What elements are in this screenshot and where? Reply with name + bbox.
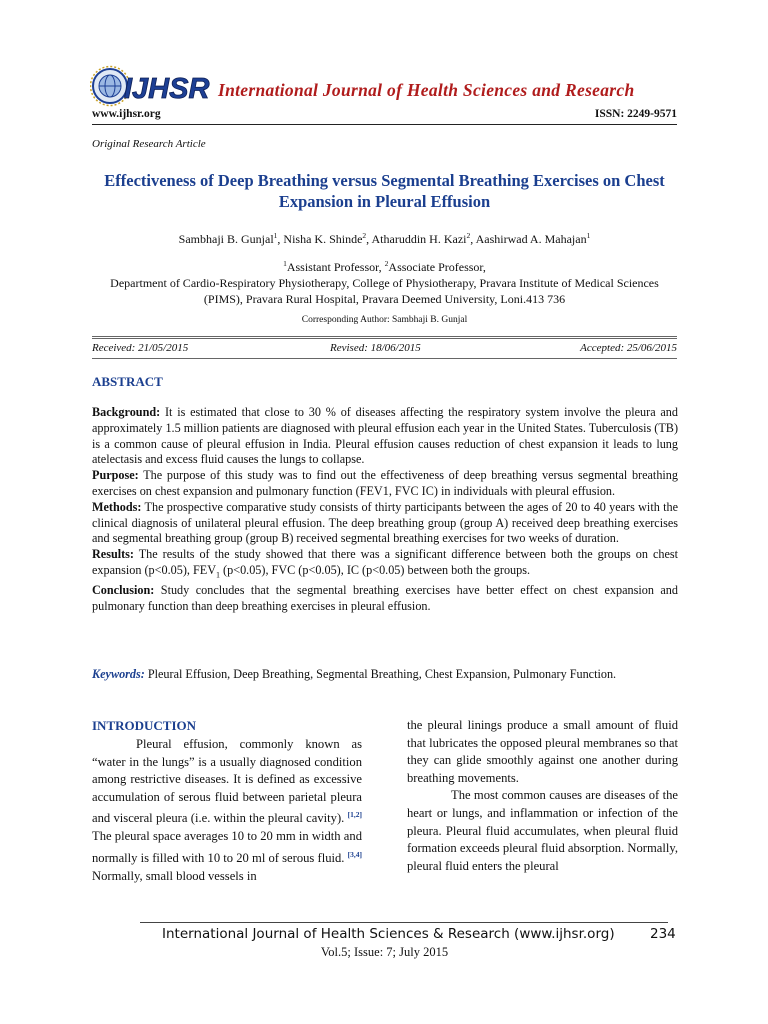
- journal-logo: [90, 64, 216, 108]
- author-name: Nisha K. Shinde: [283, 232, 363, 246]
- article-title: Effectiveness of Deep Breathing versus Segmental Breathing Exercises on Chest Expansion in Pleural Effusion: [104, 171, 665, 211]
- header-divider: [92, 124, 677, 125]
- author-name: Aashirwad A. Mahajan: [475, 232, 587, 246]
- author-affil-marker: 1: [586, 231, 591, 240]
- body-column-right: [407, 717, 678, 875]
- intro-paragraph-2: The most common causes are diseases of the heart or lungs, and inflammation or infection of the pleura. Pleural fluid accumulates, when pleural fluid formation exceeds pleural fluid absorption. Normally, pleural fluid enters the pleural: [407, 788, 678, 873]
- abstract-heading: ABSTRACT: [92, 374, 163, 389]
- affiliation-institution: (PIMS), Pravara Rural Hospital, Pravara Deemed University, Loni.413 736: [203, 292, 566, 306]
- page-number: 234: [650, 926, 676, 942]
- citation-link[interactable]: [1,2]: [347, 810, 362, 820]
- affiliation-department: Department of Cardio-Respiratory Physiotherapy, College of Physiotherapy, Pravara Institute of Medical Sciences: [110, 276, 659, 290]
- intro-paragraph-1: Pleural effusion, commonly known as “water in the lungs” is a usually diagnosed condition among restrictive diseases. It is defined as excessive accumulation of serous fluid between parietal pleura and visceral pleura (i.e. within the pleural cavity). [1,2] The pleural space averages 10 to 20 mm in width and normally is filled with 10 to 20 ml of serous fluid. [3,4] Normally, small blood vessels in: [92, 737, 362, 883]
- abstract-purpose: Purpose: The purpose of this study was to find out the effectiveness of deep breathing versus segmental breathing exercises on chest expansion and pulmonary function (FEV1, FVC IC) in individuals with pleural effusion.: [92, 468, 678, 498]
- keywords-label: Keywords:: [92, 667, 145, 681]
- introduction-heading: INTRODUCTION: [92, 718, 197, 733]
- citation-link[interactable]: [3,4]: [347, 849, 362, 859]
- date-accepted: Accepted: 25/06/2015: [580, 342, 677, 354]
- footer-volume: Vol.5; Issue: 7; July 2015: [320, 945, 449, 959]
- dates-divider-top-double: [92, 338, 677, 339]
- journal-issn: ISSN: 2249-9571: [594, 108, 677, 120]
- abstract-background: Background: It is estimated that close to 30 % of diseases affecting the respiratory system involve the pleura and approximately 1.5 million patients are diagnosed with pleural effusion each year in the United States. Tuberculosis (TB) is a common cause of pleural effusion in India. Pleural effusion causes reduction of chest expansion it leads to lung atelectasis and excess fluid causes the lungs to collapse.: [92, 405, 678, 467]
- author-affil-marker: 1: [273, 231, 278, 240]
- author-list: Sambhaji B. Gunjal$^1$, Nisha K. Shinde$^2$, Atharuddin H. Kazi$^2$, Aashirwad A. Mahajan$^1$: [178, 231, 591, 246]
- logo-text: IJHSR: [124, 73, 210, 105]
- keywords-text: Pleural Effusion, Deep Breathing, Segmental Breathing, Chest Expansion, Pulmonary Function.: [144, 667, 617, 681]
- journal-url[interactable]: www.ijhsr.org: [92, 108, 161, 120]
- affiliation-roles: $^1$Assistant Professor, $^2$Associate Professor,: [283, 259, 486, 274]
- journal-title: International Journal of Health Sciences and Research: [218, 80, 635, 100]
- footer-divider: [140, 922, 668, 923]
- abstract-conclusion: Conclusion: Study concludes that the segmental breathing exercises have better effect on chest expansion and pulmonary function than deep breathing exercises in pleural effusion.: [92, 583, 678, 613]
- date-revised: Revised: 18/06/2015: [330, 342, 421, 354]
- dates-divider-top: [92, 336, 677, 337]
- body-column-left: [92, 717, 362, 885]
- intro-paragraph-1-cont: the pleural linings produce a small amount of fluid that lubricates the opposed pleural membranes so that they can glide smoothly against one another during breathing movements.: [407, 718, 678, 785]
- corresponding-author: Corresponding Author: Sambhaji B. Gunjal: [301, 315, 468, 325]
- author-name: Atharuddin H. Kazi: [371, 232, 467, 246]
- abstract-body: [92, 405, 678, 615]
- affiliation-block: [92, 256, 677, 307]
- dates-divider-bottom: [92, 358, 677, 359]
- author-name: Sambhaji B. Gunjal: [178, 232, 274, 246]
- author-affil-marker: 2: [362, 231, 367, 240]
- author-affil-marker: 2: [466, 231, 471, 240]
- date-received: Received: 21/05/2015: [92, 342, 189, 354]
- abstract-methods: Methods: The prospective comparative study consists of thirty participants between the ages of 20 to 40 years with the clinical diagnosis of unilateral pleural effusion. The deep breathing group (group A) received deep breathing exercises and segmental breathing group (group B) received segmental breathing exercises for two weeks of duration.: [92, 499, 678, 546]
- footer-journal: International Journal of Health Sciences & Research (www.ijhsr.org): [162, 926, 615, 942]
- abstract-results: Results: The results of the study showed that there was a significant difference between both the groups on chest expansion (p<0.05), $FEV_1$ (p<0.05), FVC (p<0.05), IC (p<0.05) between both the groups.: [92, 547, 678, 580]
- keywords: [92, 666, 678, 682]
- article-type: Original Research Article: [92, 138, 206, 150]
